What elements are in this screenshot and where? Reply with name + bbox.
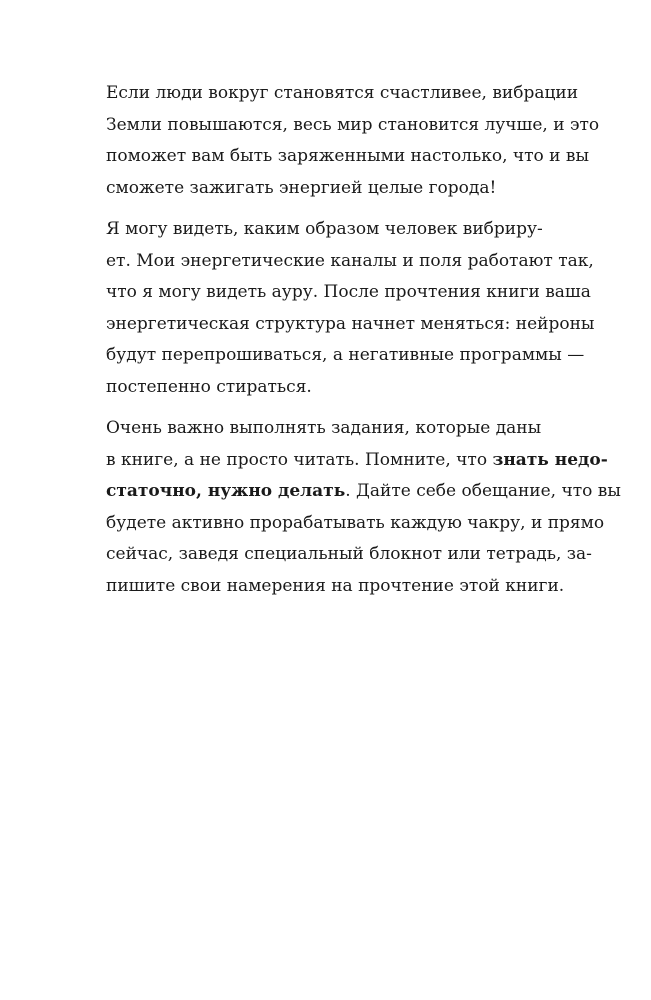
text-line: пишите свои намерения на прочтение этой книги. xyxy=(106,575,565,596)
text-line: сможете зажигать энергией целые города! xyxy=(106,177,497,198)
text-line: Если люди вокруг становятся счастливее, вибрации xyxy=(106,83,579,103)
text-line-mixed xyxy=(106,445,608,477)
text-line: Я могу видеть, каким образом человек вибриру- xyxy=(106,219,543,239)
text-line: энергетическая структура начнет меняться: нейроны xyxy=(106,313,595,334)
text-line: постепенно стираться. xyxy=(106,376,312,397)
text-line: поможет вам быть заряженными настолько, что и вы xyxy=(106,146,590,166)
paragraph-3 xyxy=(106,413,621,602)
text-line: что я могу видеть ауру. После прочтения книги ваша xyxy=(106,282,591,302)
text-line: будут перепрошиваться, а негативные программы — xyxy=(106,345,585,365)
bold-phrase-part-2: статочно, нужно делать xyxy=(106,481,346,501)
bold-phrase-part-1: знать недо- xyxy=(492,449,608,470)
paragraph-2 xyxy=(106,214,595,403)
book-page xyxy=(106,78,621,612)
text-line: ет. Мои энергетические каналы и поля работают так, xyxy=(106,250,594,271)
text-line: сейчас, заведя специальный блокнот или тетрадь, за- xyxy=(106,544,592,564)
text-line: будете активно прорабатывать каждую чакру, и прямо xyxy=(106,512,605,533)
text-line: Земли повышаются, весь мир становится лучше, и это xyxy=(106,114,600,135)
text-segment: в книге, а не просто читать. Помните, что xyxy=(106,449,488,470)
paragraph-1 xyxy=(106,78,600,204)
text-line: Очень важно выполнять задания, которые даны xyxy=(106,418,542,438)
text-segment: . Дайте себе обещание, что вы xyxy=(345,481,621,501)
text-line-mixed xyxy=(106,476,621,508)
